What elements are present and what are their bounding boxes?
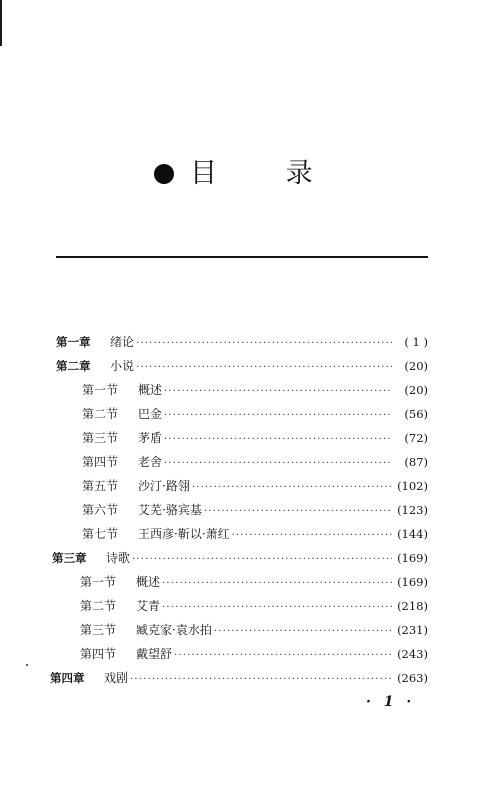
toc-entry-title: 艾芜·骆宾基 [138, 503, 202, 517]
toc-entry-number: 第一节 [80, 575, 117, 589]
toc-entry-title: 老舍 [138, 455, 163, 469]
toc-entry-title: 臧克家·袁水拍 [136, 623, 212, 637]
toc-entry-page: (123) [397, 503, 428, 517]
dot-leader [164, 452, 392, 472]
toc-entry-number: 第五节 [82, 479, 119, 493]
toc-entry-page: (56) [404, 407, 428, 421]
toc-entry-number: 第七节 [82, 527, 119, 541]
toc-entry-page: (169) [397, 551, 428, 565]
toc-entry[interactable] [82, 404, 428, 424]
toc-entry-number: 第四节 [82, 455, 119, 469]
dot-leader [164, 428, 392, 448]
dot-leader [204, 500, 392, 520]
toc-entry[interactable] [80, 620, 428, 640]
toc-entry-number: 第四章 [50, 671, 85, 685]
toc-entry-page: (218) [397, 599, 428, 613]
toc-entry-page: (263) [397, 671, 428, 685]
toc-entry[interactable] [82, 452, 428, 472]
toc-entry-number: 第二节 [82, 407, 119, 421]
toc-entry-number: 第一节 [82, 383, 119, 397]
toc-entry[interactable] [82, 524, 428, 544]
toc-entry-page: (243) [397, 647, 428, 661]
toc-entry-number: 第二节 [80, 599, 117, 613]
toc-entry-title: 绪论 [110, 335, 135, 349]
toc-entry-title: 茅盾 [138, 431, 163, 445]
toc-entry[interactable] [50, 668, 428, 688]
toc-entry-number: 第三节 [82, 431, 119, 445]
toc-heading-text: 目 录 [190, 158, 343, 189]
toc-entry[interactable] [80, 572, 428, 592]
toc-entry-title: 艾青 [136, 599, 161, 613]
toc-entry-page: (169) [397, 575, 428, 589]
toc-entry[interactable] [82, 476, 428, 496]
dot-leader [132, 548, 392, 568]
page-number: · 1 · [366, 694, 416, 710]
dot-leader [130, 668, 392, 688]
toc-entry-page: (231) [397, 623, 428, 637]
dot-leader [174, 644, 392, 664]
toc-entry-title: 沙汀·路翎 [138, 479, 190, 493]
toc-entry[interactable] [82, 428, 428, 448]
dot-leader [136, 356, 392, 376]
toc-entry-title: 概述 [138, 383, 163, 397]
toc-entry[interactable] [82, 380, 428, 400]
toc-entry-title: 概述 [136, 575, 161, 589]
toc-entry-number: 第二章 [56, 359, 91, 373]
toc-entry-title: 王西彦·靳以·萧红 [138, 527, 230, 541]
toc-entry-number: 第三节 [80, 623, 117, 637]
toc-entry-page: (102) [397, 479, 428, 493]
toc-entry-number: 第三章 [52, 551, 87, 565]
toc-entry-page: ( 1 ) [404, 335, 428, 349]
toc-entry[interactable] [52, 548, 428, 568]
dot-leader [232, 524, 392, 544]
toc-entry[interactable] [56, 356, 428, 376]
toc-entry-title: 巴金 [138, 407, 163, 421]
toc-entry[interactable] [82, 500, 428, 520]
toc-entry-title: 戏剧 [104, 671, 129, 685]
toc-entry[interactable] [80, 644, 428, 664]
toc-entry[interactable] [80, 596, 428, 616]
toc-entry-page: (20) [404, 359, 428, 373]
dot-leader [192, 476, 392, 496]
toc-entry-page: (87) [404, 455, 428, 469]
toc-entry-number: 第四节 [80, 647, 117, 661]
toc-entry[interactable] [56, 332, 428, 352]
toc-entry-page: (20) [404, 383, 428, 397]
dot-leader [164, 404, 392, 424]
toc-entry-number: 第一章 [56, 335, 91, 349]
toc-entry-page: (72) [404, 431, 428, 445]
dot-leader [162, 572, 392, 592]
toc-entry-title: 戴望舒 [136, 647, 173, 661]
toc-entry-page: (144) [397, 527, 428, 541]
toc-entry-title: 小说 [110, 359, 135, 373]
dot-leader [162, 596, 392, 616]
dot-leader [136, 332, 392, 352]
dot-leader [164, 380, 392, 400]
toc-entry-title: 诗歌 [106, 551, 131, 565]
dot-leader [214, 620, 392, 640]
toc-entry-number: 第六节 [82, 503, 119, 517]
